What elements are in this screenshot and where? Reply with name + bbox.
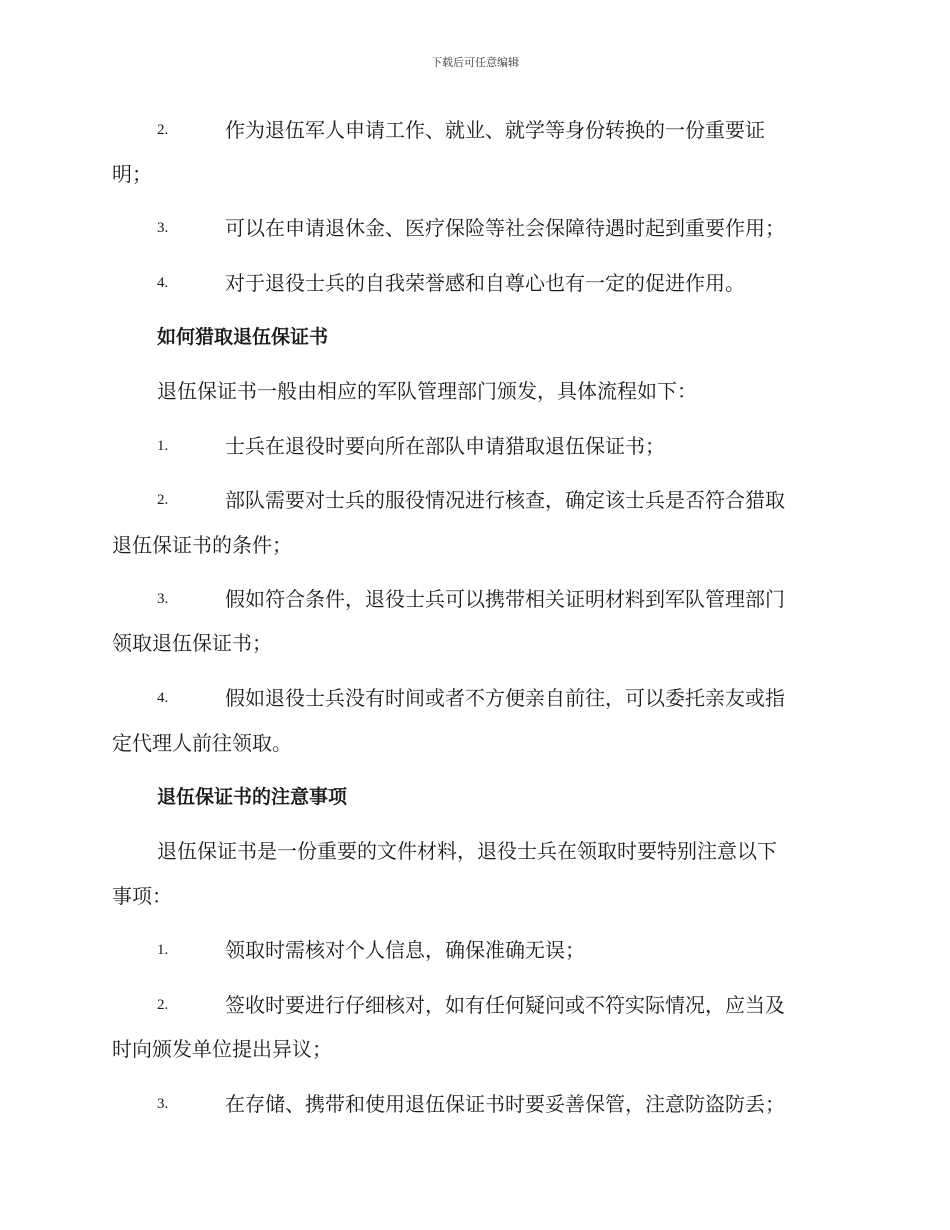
section-heading: 如何猎取退伍保证书	[157, 326, 329, 348]
list-item-number: 3.	[157, 1096, 169, 1112]
list-item-number: 2.	[157, 492, 169, 508]
list-item-continuation: 定代理人前往领取。	[112, 731, 292, 755]
list-item-number: 3.	[157, 591, 169, 607]
list-item-text: 可以在申请退休金、医疗保险等社会保障待遇时起到重要作用；	[225, 216, 785, 240]
list-item-number: 2.	[157, 122, 169, 138]
list-item-number: 1.	[157, 438, 169, 454]
list-item-number: 2.	[157, 997, 169, 1013]
list-item-continuation: 领取退伍保证书；	[112, 631, 272, 655]
list-item-text: 士兵在退役时要向所在部队申请猎取退伍保证书；	[225, 434, 665, 458]
paragraph: 退伍保证书是一份重要的文件材料，退役士兵在领取时要特别注意以下	[157, 839, 777, 863]
list-item-number: 1.	[157, 942, 169, 958]
paragraph: 退伍保证书一般由相应的军队管理部门颁发，具体流程如下：	[157, 379, 697, 403]
list-item-text: 在存储、携带和使用退伍保证书时要妥善保管，注意防盗防丢；	[225, 1092, 785, 1116]
list-item-text: 签收时要进行仔细核对，如有任何疑问或不符实际情况，应当及	[225, 993, 785, 1017]
list-item-text: 部队需要对士兵的服役情况进行核查，确定该士兵是否符合猎取	[225, 488, 785, 512]
list-item-text: 假如符合条件，退役士兵可以携带相关证明材料到军队管理部门	[225, 587, 785, 611]
list-item-text: 领取时需核对个人信息，确保准确无误；	[225, 938, 585, 962]
list-item-text: 假如退役士兵没有时间或者不方便亲自前往，可以委托亲友或指	[225, 686, 785, 710]
list-item-continuation: 明；	[112, 162, 152, 186]
list-item-continuation: 时向颁发单位提出异议；	[112, 1037, 332, 1061]
list-item-continuation: 退伍保证书的条件；	[112, 533, 292, 557]
list-item-number: 4.	[157, 275, 169, 291]
list-item-number: 3.	[157, 220, 169, 236]
list-item-number: 4.	[157, 690, 169, 706]
section-heading: 退伍保证书的注意事项	[157, 786, 348, 808]
list-item-text: 作为退伍军人申请工作、就业、就学等身份转换的一份重要证	[225, 118, 765, 142]
list-item-text: 对于退役士兵的自我荣誉感和自尊心也有一定的促进作用。	[225, 271, 745, 295]
paragraph-continuation: 事项：	[112, 884, 172, 908]
page-header: 下载后可任意编辑	[431, 56, 519, 69]
